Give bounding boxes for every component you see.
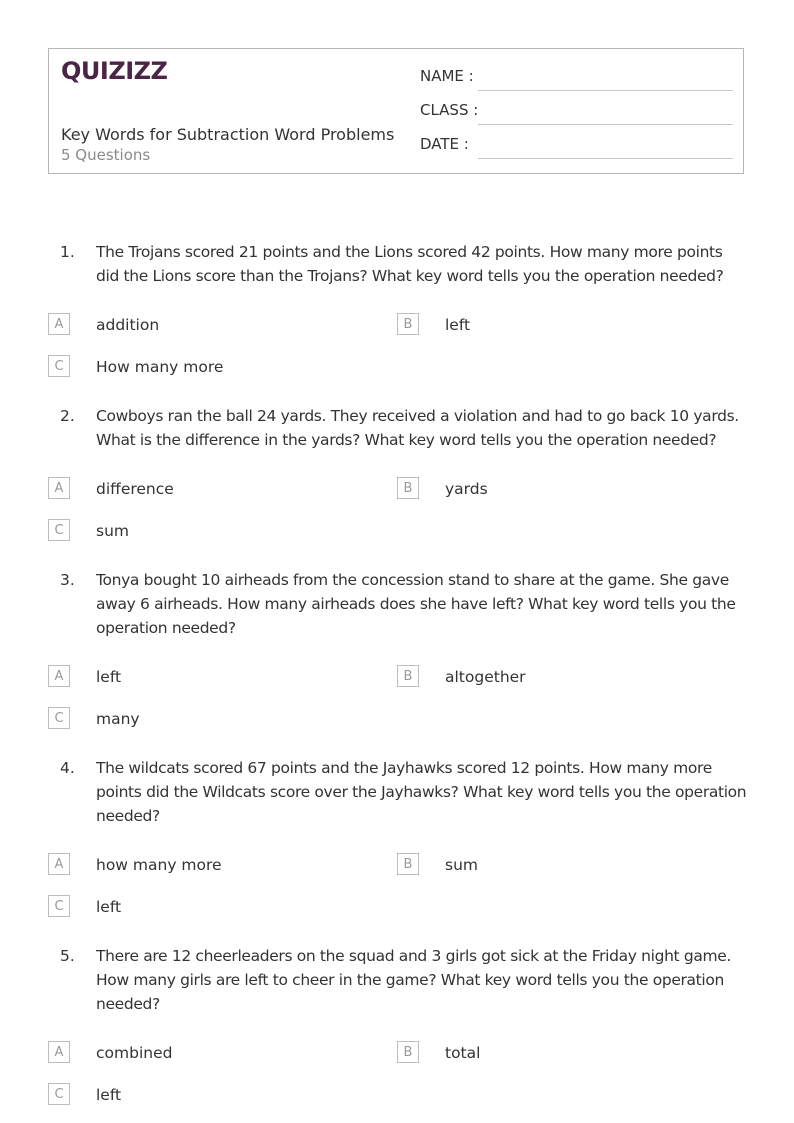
date-label: DATE : xyxy=(420,135,469,153)
option-text: left xyxy=(96,898,122,916)
question-text: Tonya bought 10 airheads from the concession stand to share at the game. She gave away 6 airheads. How many airheads does she have left? What key word tells you the operation needed? xyxy=(96,571,736,637)
option-letter-box: A xyxy=(48,477,70,499)
option-letter-box: C xyxy=(48,519,70,541)
option-text: total xyxy=(445,1044,481,1062)
option-text: left xyxy=(96,668,122,686)
option-text: left xyxy=(445,316,471,334)
option-text: combined xyxy=(96,1044,173,1062)
class-field xyxy=(420,101,733,125)
option-letter-box: C xyxy=(48,1083,70,1105)
question-number: 3. xyxy=(60,571,75,589)
date-field xyxy=(420,135,733,159)
option-text: many xyxy=(96,710,140,728)
option-letter-box: B xyxy=(397,313,419,335)
option-text: How many more xyxy=(96,358,224,376)
worksheet-header xyxy=(48,48,744,174)
question-number: 2. xyxy=(60,407,75,425)
question-number: 5. xyxy=(60,947,75,965)
option-text: sum xyxy=(96,522,129,540)
option-letter-box: A xyxy=(48,665,70,687)
option-text: addition xyxy=(96,316,160,334)
quizizz-logo: QUIZIZZ xyxy=(61,57,168,85)
worksheet-title: Key Words for Subtraction Word Problems xyxy=(61,125,395,144)
option-letter-box: B xyxy=(397,1041,419,1063)
question-number: 1. xyxy=(60,243,75,261)
option-text: how many more xyxy=(96,856,222,874)
option-text: difference xyxy=(96,480,174,498)
question-text: There are 12 cheerleaders on the squad and 3 girls got sick at the Friday night game. How many girls are left to cheer in the game? What key word tells you the operation needed? xyxy=(96,947,732,1013)
option-letter-box: A xyxy=(48,313,70,335)
question-text: Cowboys ran the ball 24 yards. They received a violation and had to go back 10 yards. What is the difference in the yards? What key word tells you the operation needed? xyxy=(96,407,739,449)
name-label: NAME : xyxy=(420,67,474,85)
name-field xyxy=(420,67,733,91)
option-letter-box: C xyxy=(48,355,70,377)
question-number: 4. xyxy=(60,759,75,777)
question-text: The wildcats scored 67 points and the Jayhawks scored 12 points. How many more points did the Wildcats score over the Jayhawks? What key word tells you the operation needed? xyxy=(96,759,747,825)
option-letter-box: C xyxy=(48,895,70,917)
option-text: yards xyxy=(445,480,488,498)
option-letter-box: B xyxy=(397,853,419,875)
option-text: sum xyxy=(445,856,478,874)
option-letter-box: A xyxy=(48,1041,70,1063)
date-line xyxy=(478,158,733,159)
option-text: altogether xyxy=(445,668,526,686)
option-letter-box: B xyxy=(397,477,419,499)
class-label: CLASS : xyxy=(420,101,479,119)
name-line xyxy=(478,90,733,91)
option-letter-box: A xyxy=(48,853,70,875)
option-text: left xyxy=(96,1086,122,1104)
question-count: 5 Questions xyxy=(61,146,151,164)
option-letter-box: B xyxy=(397,665,419,687)
question-text: The Trojans scored 21 points and the Lions scored 42 points. How many more points did the Lions score than the Trojans? What key word tells you the operation needed? xyxy=(96,243,724,285)
class-line xyxy=(478,124,733,125)
option-letter-box: C xyxy=(48,707,70,729)
